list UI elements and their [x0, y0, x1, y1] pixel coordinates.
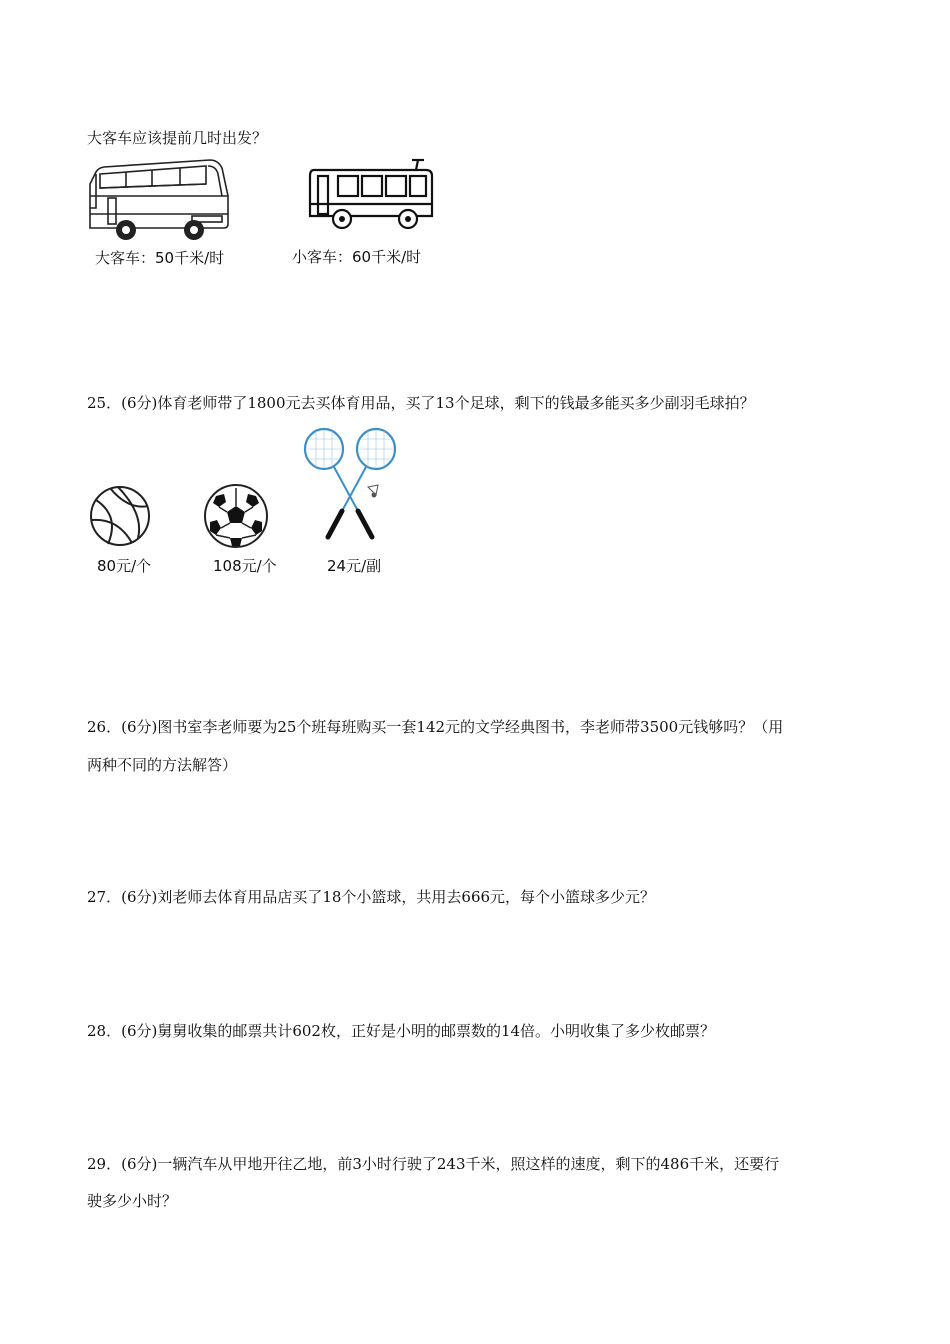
big-bus-image [86, 156, 232, 244]
small-bus-label: 小客车：60千米/时 [292, 248, 422, 266]
q26-line2: 两种不同的方法解答） [87, 756, 238, 774]
q24-continuation: 大客车应该提前几时出发？ [87, 129, 268, 147]
big-bus-label: 大客车：50千米/时 [95, 249, 225, 267]
q29-line2: 驶多少小时？ [87, 1192, 178, 1210]
q26-line1: 26．(6分)图书室李老师要为25个班每班购买一套142元的文学经典图书，李老师带3500元钱够吗？（用 [87, 718, 784, 736]
basketball-image [88, 484, 152, 548]
small-bus-image [306, 156, 438, 232]
q29-line1: 29．(6分)一辆汽车从甲地开往乙地，前3小时行驶了243千米，照这样的速度，剩下的486千米，还要行 [87, 1155, 780, 1173]
badminton-racket-image [300, 425, 400, 543]
football-price: 108元/个 [213, 557, 277, 575]
q27-text: 27．(6分)刘老师去体育用品店买了18个小篮球，共用去666元，每个小篮球多少元？ [87, 888, 656, 906]
football-image [202, 482, 270, 550]
q25-text: 25．(6分)体育老师带了1800元去买体育用品，买了13个足球，剩下的钱最多能买多少副羽毛球拍？ [87, 394, 755, 412]
racket-price: 24元/副 [327, 557, 382, 575]
basketball-price: 80元/个 [97, 557, 152, 575]
q28-text: 28．(6分)舅舅收集的邮票共计602枚，正好是小明的邮票数的14倍。小明收集了多少枚邮票？ [87, 1022, 716, 1040]
